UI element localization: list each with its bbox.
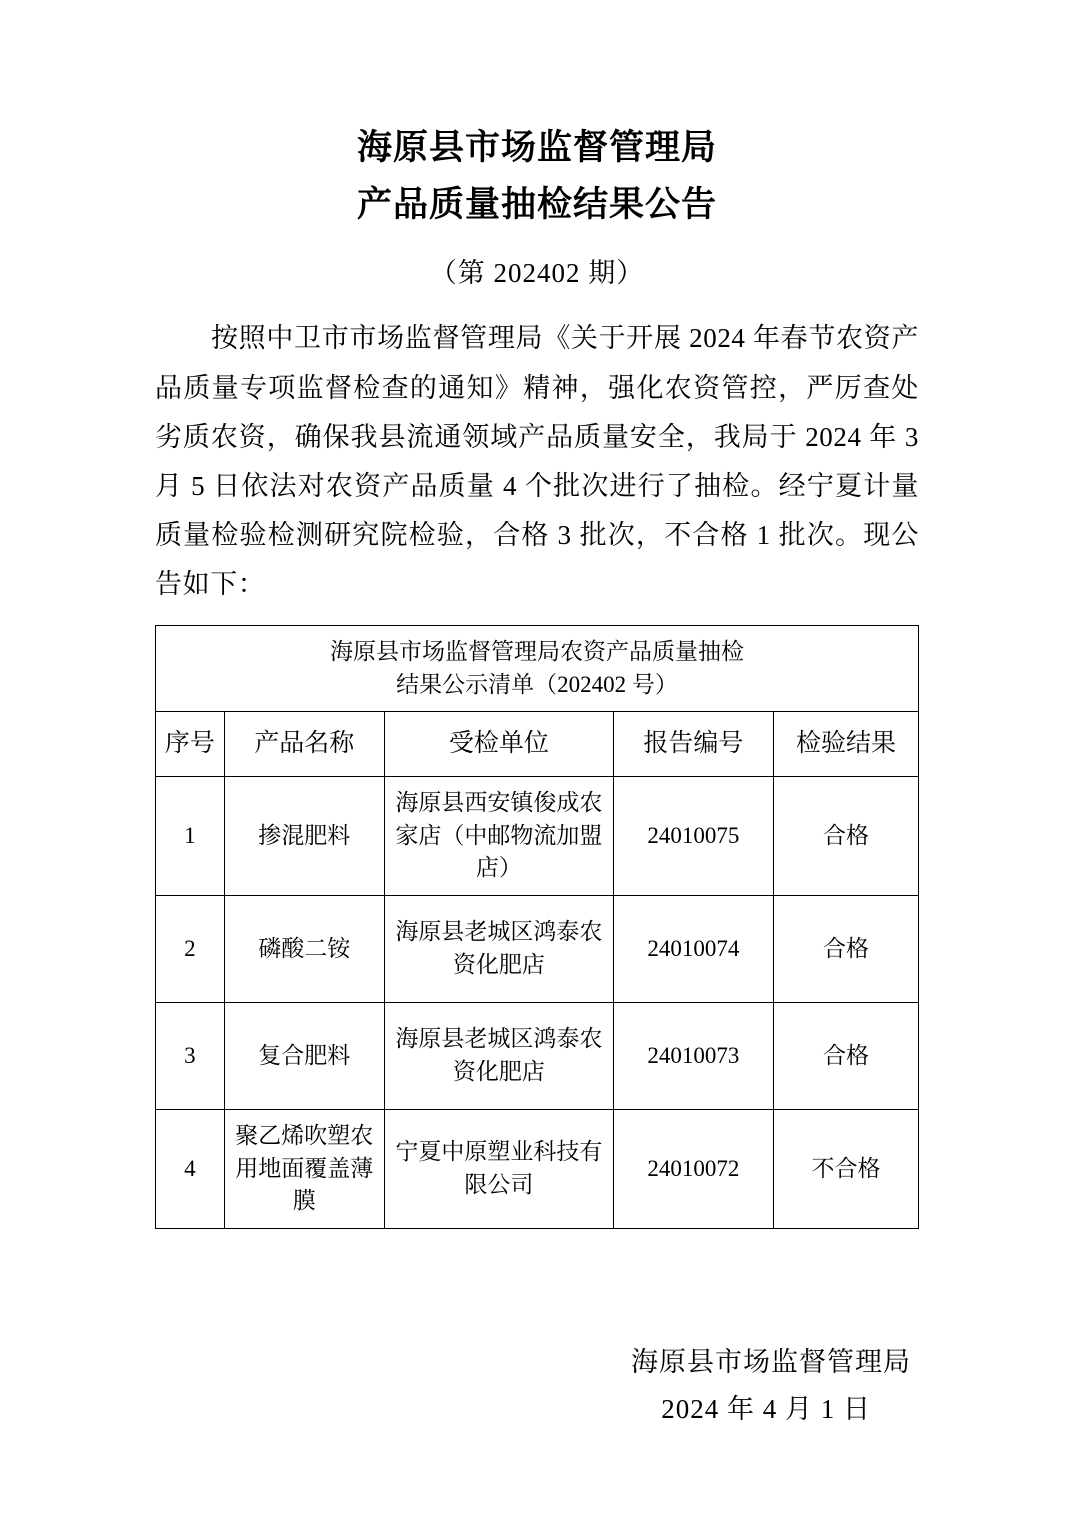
document-title-line-2: 产品质量抽检结果公告 bbox=[356, 184, 717, 224]
cell-report: 24010074 bbox=[613, 895, 773, 1002]
cell-unit: 海原县老城区鸿泰农资化肥店 bbox=[384, 1002, 613, 1109]
column-header-result: 检验结果 bbox=[773, 712, 918, 777]
signature-date: 2024 年 4 月 1 日 bbox=[661, 1394, 871, 1425]
document-issue-number: （第 202402 期） bbox=[429, 258, 645, 289]
table-row bbox=[156, 895, 919, 1002]
column-header-report: 报告编号 bbox=[613, 712, 773, 777]
cell-report: 24010073 bbox=[613, 1002, 773, 1109]
column-header-index: 序号 bbox=[156, 712, 225, 777]
cell-unit: 海原县西安镇俊成农家店（中邮物流加盟店） bbox=[384, 776, 613, 895]
document-title bbox=[155, 120, 919, 233]
cell-index: 4 bbox=[156, 1109, 225, 1228]
table-caption-line-2: 结果公示清单（202402 号） bbox=[396, 671, 678, 697]
cell-unit: 宁夏中原塑业科技有限公司 bbox=[384, 1109, 613, 1228]
cell-index: 2 bbox=[156, 895, 225, 1002]
table-row bbox=[156, 1109, 919, 1228]
cell-index: 1 bbox=[156, 776, 225, 895]
cell-report: 24010075 bbox=[613, 776, 773, 895]
column-header-unit: 受检单位 bbox=[384, 712, 613, 777]
table-row bbox=[156, 1002, 919, 1109]
cell-unit: 海原县老城区鸿泰农资化肥店 bbox=[384, 895, 613, 1002]
table-header-row bbox=[156, 712, 919, 777]
cell-product: 复合肥料 bbox=[224, 1002, 384, 1109]
signature-block bbox=[155, 1339, 919, 1434]
cell-product: 磷酸二铵 bbox=[224, 895, 384, 1002]
table-caption-line-1: 海原县市场监督管理局农资产品质量抽检 bbox=[330, 639, 744, 665]
cell-product: 聚乙烯吹塑农用地面覆盖薄膜 bbox=[224, 1109, 384, 1228]
cell-result: 合格 bbox=[773, 895, 918, 1002]
column-header-product: 产品名称 bbox=[224, 712, 384, 777]
document-body-paragraph: 按照中卫市市场监督管理局《关于开展 2024 年春节农资产品质量专项监督检查的通知》精神，强化农资管控，严厉查处劣质农资，确保我县流通领域产品质量安全，我局于 2024 年 3 月 5 日依法对农资产品质量 4 个批次进行了抽检。经宁夏计量质量检验检测研究院检验，合格 3 批次，不合格 1 批次。现公告如下： bbox=[155, 323, 919, 599]
cell-result: 合格 bbox=[773, 1002, 918, 1109]
cell-result: 合格 bbox=[773, 776, 918, 895]
inspection-result-table bbox=[155, 625, 919, 1229]
cell-result: 不合格 bbox=[773, 1109, 918, 1228]
cell-index: 3 bbox=[156, 1002, 225, 1109]
table-caption-row bbox=[156, 626, 919, 712]
signature-organization: 海原县市场监督管理局 bbox=[631, 1346, 911, 1377]
cell-report: 24010072 bbox=[613, 1109, 773, 1228]
table-caption bbox=[156, 626, 919, 712]
document-title-line-1: 海原县市场监督管理局 bbox=[356, 128, 717, 167]
cell-product: 掺混肥料 bbox=[224, 776, 384, 895]
table-row bbox=[156, 776, 919, 895]
